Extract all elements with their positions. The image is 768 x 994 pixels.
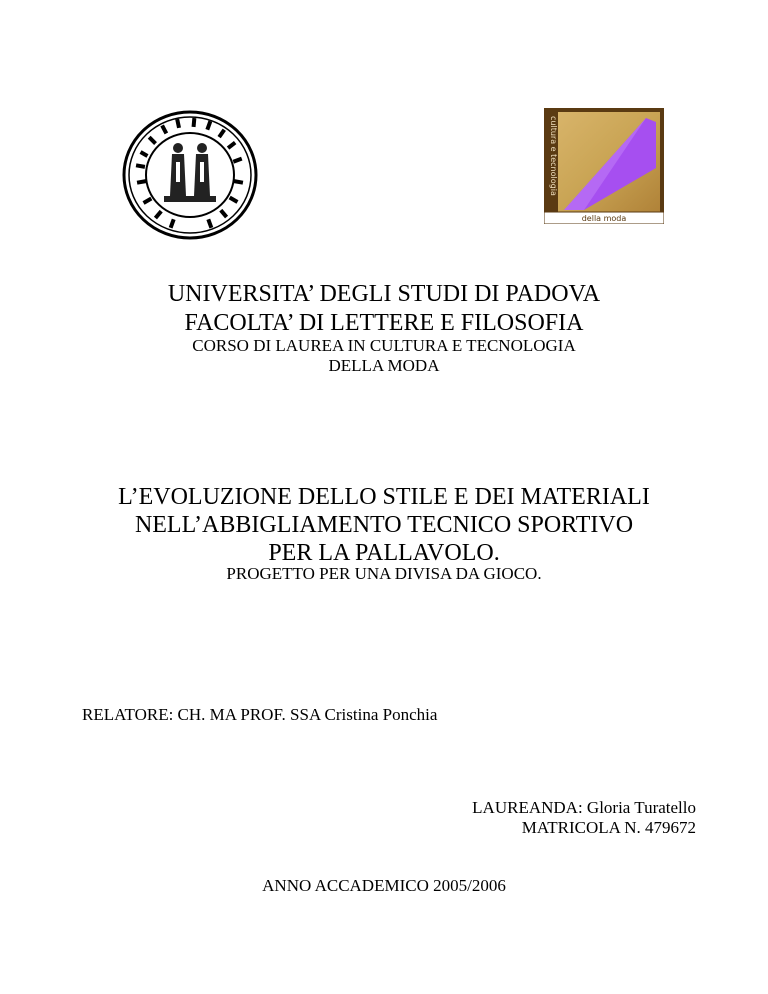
logo-vertical-text: cultura e tecnologia (549, 116, 558, 196)
course-name-line-2: DELLA MODA (328, 356, 440, 375)
thesis-title-line-1: L’EVOLUZIONE DELLO STILE E DEI MATERIALI (118, 484, 650, 510)
thesis-title (0, 483, 768, 567)
faculty-name: FACOLTA’ DI LETTERE E FILOSOFIA (184, 310, 584, 336)
logo-bottom-text: della moda (581, 214, 627, 223)
laureanda-line: LAUREANDA: Gloria Turatello (472, 798, 696, 817)
academic-year: ANNO ACCADEMICO 2005/2006 (262, 876, 506, 895)
university-seal-icon (122, 110, 258, 240)
relatore-line: RELATORE: CH. MA PROF. SSA Cristina Ponchia (82, 705, 438, 724)
thesis-subtitle: PROGETTO PER UNA DIVISA DA GIOCO. (226, 564, 542, 583)
matricola-line: MATRICOLA N. 479672 (521, 818, 696, 837)
thesis-title-line-2: NELL’ABBIGLIAMENTO TECNICO SPORTIVO (134, 512, 634, 538)
university-name: UNIVERSITA’ DEGLI STUDI DI PADOVA (167, 281, 601, 307)
course-name-line-1: CORSO DI LAUREA IN CULTURA E TECNOLOGIA (192, 336, 576, 355)
course-logo-icon (544, 108, 664, 224)
thesis-title-line-3: PER LA PALLAVOLO. (268, 540, 500, 566)
